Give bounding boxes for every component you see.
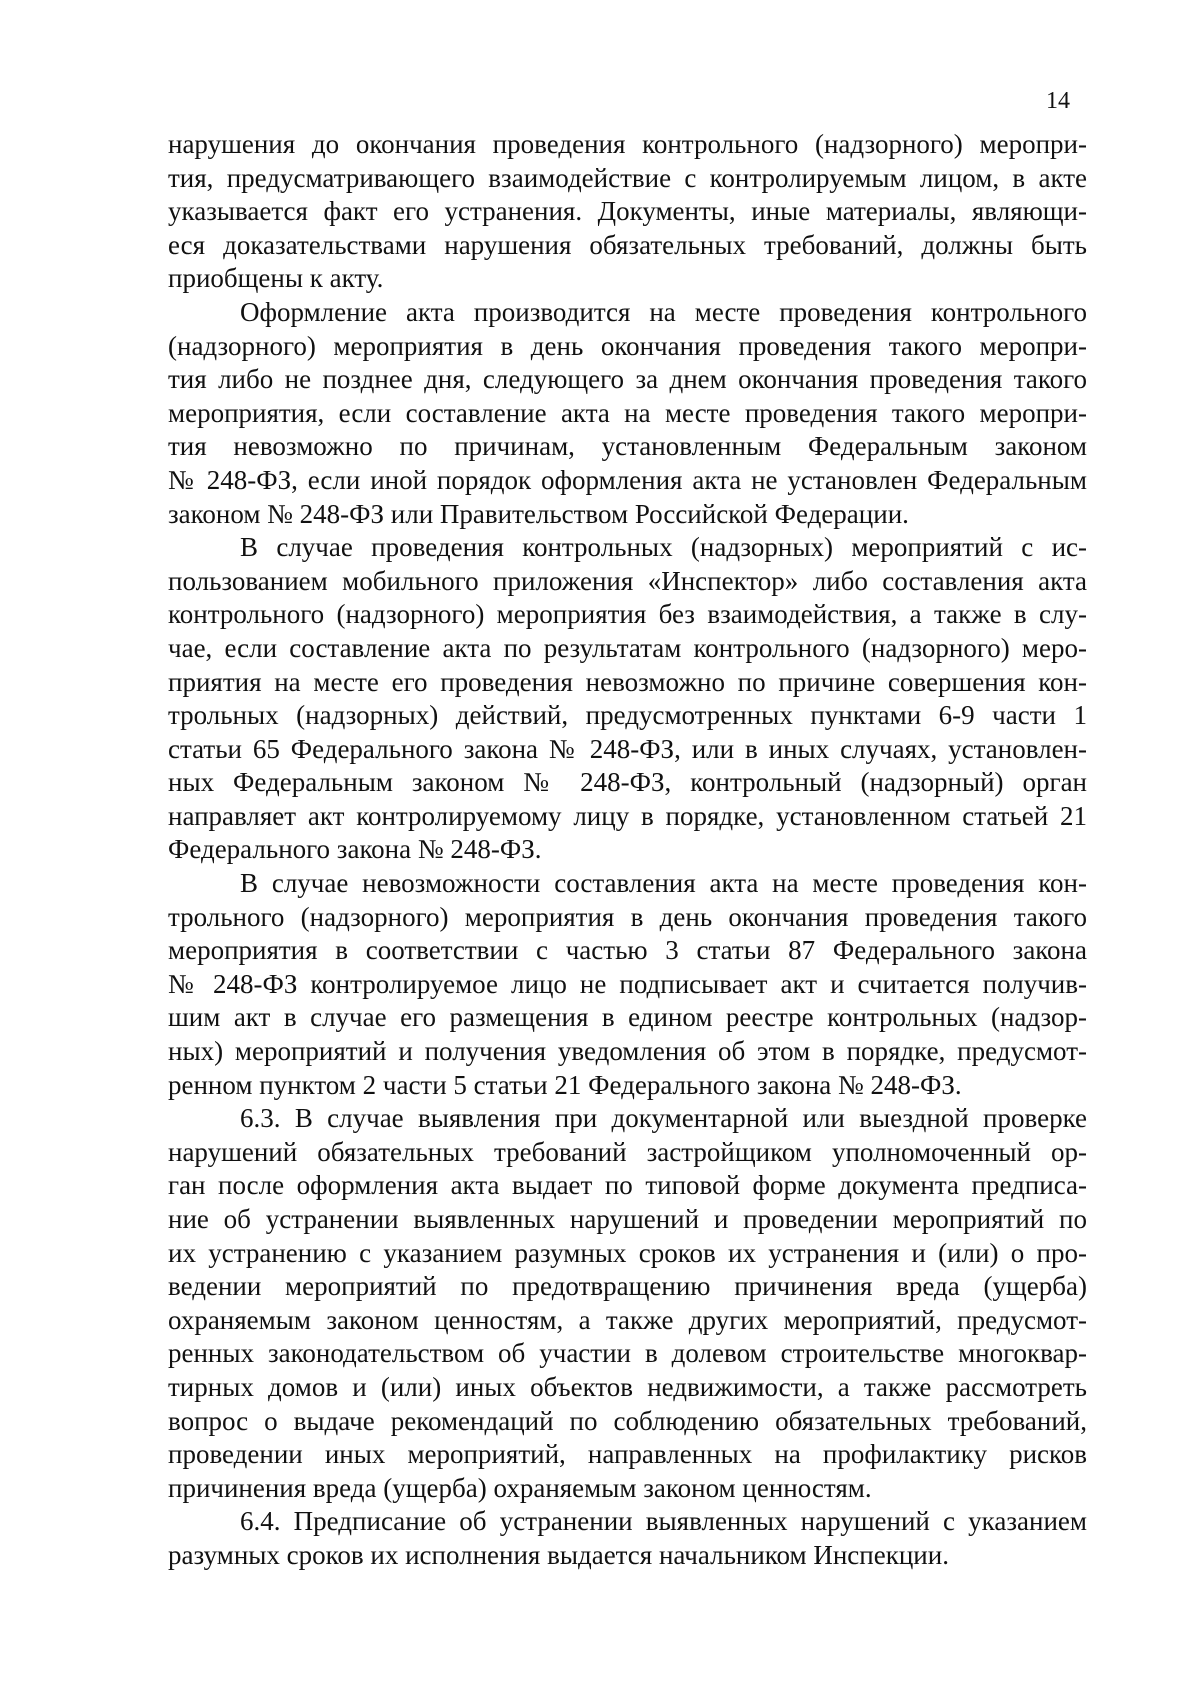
text-line: мероприятия, если составление акта на месте проведения такого меропри-: [168, 397, 1087, 428]
text-line: пользованием мобильного приложения «Инспектор» либо составления акта: [168, 565, 1087, 596]
text-line: их устранению с указанием разумных сроков их устранения и (или) о про-: [168, 1237, 1087, 1268]
text-line: нарушений обязательных требований застройщиком уполномоченный ор-: [168, 1136, 1087, 1167]
text-line: ных) мероприятий и получения уведомления об этом в порядке, предусмот-: [168, 1036, 1087, 1067]
text-line: Оформление акта производится на месте проведения контрольного: [240, 296, 1087, 327]
text-line: еся доказательствами нарушения обязательных требований, должны быть: [168, 229, 1087, 260]
text-line: чае, если составление акта по результатам контрольного (надзорного) меро-: [168, 632, 1087, 663]
text-line: приятия на месте его проведения невозможно по причине совершения кон-: [168, 666, 1087, 697]
text-line: тирных домов и (или) иных объектов недвижимости, а также рассмотреть: [168, 1371, 1087, 1402]
text-line: ние об устранении выявленных нарушений и проведении мероприятий по: [168, 1204, 1087, 1234]
text-line: ных Федеральным законом № 248-ФЗ, контрольный (надзорный) орган: [168, 767, 1087, 798]
text-line: охраняемым законом ценностям, а также других мероприятий, предусмот-: [168, 1304, 1087, 1335]
paragraph: [168, 1102, 1087, 1505]
paragraph: [168, 296, 1087, 531]
text-line: тия, предусматривающего взаимодействие с контролируемым лицом, в акте: [168, 162, 1087, 193]
text-line: мероприятия в соответствии с частью 3 статьи 87 Федерального закона: [168, 935, 1087, 966]
text-line: № 248-ФЗ контролируемое лицо не подписывает акт и считается получив-: [168, 968, 1087, 999]
paragraph: [168, 128, 1087, 296]
text-line: 6.3. В случае выявления при документарной или выездной проверке: [240, 1103, 1087, 1134]
text-line: тия невозможно по причинам, установленным Федеральным законом: [168, 431, 1087, 462]
text-line: направляет акт контролируемому лицу в порядке, установленном статьей 21: [168, 800, 1087, 831]
text-line: статьи 65 Федерального закона № 248-ФЗ, или в иных случаях, установлен-: [168, 733, 1087, 764]
paragraph: [168, 531, 1087, 867]
text-line: трольного (надзорного) мероприятия в день окончания проведения такого: [168, 901, 1087, 932]
text-line: трольных (надзорных) действий, предусмотренных пунктами 6-9 части 1: [168, 700, 1087, 731]
text-line: шим акт в случае его размещения в едином реестре контрольных (надзор-: [168, 1002, 1087, 1033]
text-line: Федерального закона № 248-ФЗ.: [168, 834, 542, 865]
text-line: (надзорного) мероприятия в день окончания проведения такого меропри-: [168, 330, 1087, 361]
text-line: законом № 248-ФЗ или Правительством Российской Федерации.: [168, 498, 909, 529]
text-line: разумных сроков их исполнения выдается начальником Инспекции.: [168, 1539, 949, 1570]
text-line: причинения вреда (ущерба) охраняемым законом ценностям.: [168, 1472, 872, 1503]
text-line: проведении иных мероприятий, направленных на профилактику рисков: [168, 1439, 1087, 1470]
text-line: приобщены к акту.: [168, 263, 384, 294]
text-line: 6.4. Предписание об устранении выявленных нарушений с указанием: [240, 1506, 1087, 1537]
text-line: В случае невозможности составления акта на месте проведения кон-: [240, 868, 1087, 899]
text-line: ренном пунктом 2 части 5 статьи 21 Федерального закона № 248-ФЗ.: [168, 1069, 962, 1100]
text-line: вопрос о выдаче рекомендаций по соблюдению обязательных требований,: [168, 1405, 1087, 1436]
paragraph: [168, 1505, 1087, 1572]
paragraph: [168, 867, 1087, 1102]
text-line: контрольного (надзорного) мероприятия без взаимодействия, а также в слу-: [168, 599, 1087, 630]
document-body: [168, 128, 1087, 1573]
text-line: ведении мероприятий по предотвращению причинения вреда (ущерба): [168, 1271, 1087, 1302]
text-line: ренных законодательством об участии в долевом строительстве многоквар-: [168, 1338, 1087, 1369]
text-line: тия либо не позднее дня, следующего за днем окончания проведения такого: [168, 364, 1087, 395]
text-line: указывается факт его устранения. Документы, иные материалы, являющи-: [168, 196, 1087, 227]
text-line: нарушения до окончания проведения контрольного (надзорного) меропри-: [168, 129, 1087, 159]
text-line: В случае проведения контрольных (надзорных) мероприятий с ис-: [240, 532, 1087, 563]
text-line: ган после оформления акта выдает по типовой форме документа предписа-: [168, 1170, 1087, 1201]
page-number: 14: [1046, 88, 1070, 114]
text-line: № 248-ФЗ, если иной порядок оформления акта не установлен Федеральным: [168, 464, 1087, 495]
